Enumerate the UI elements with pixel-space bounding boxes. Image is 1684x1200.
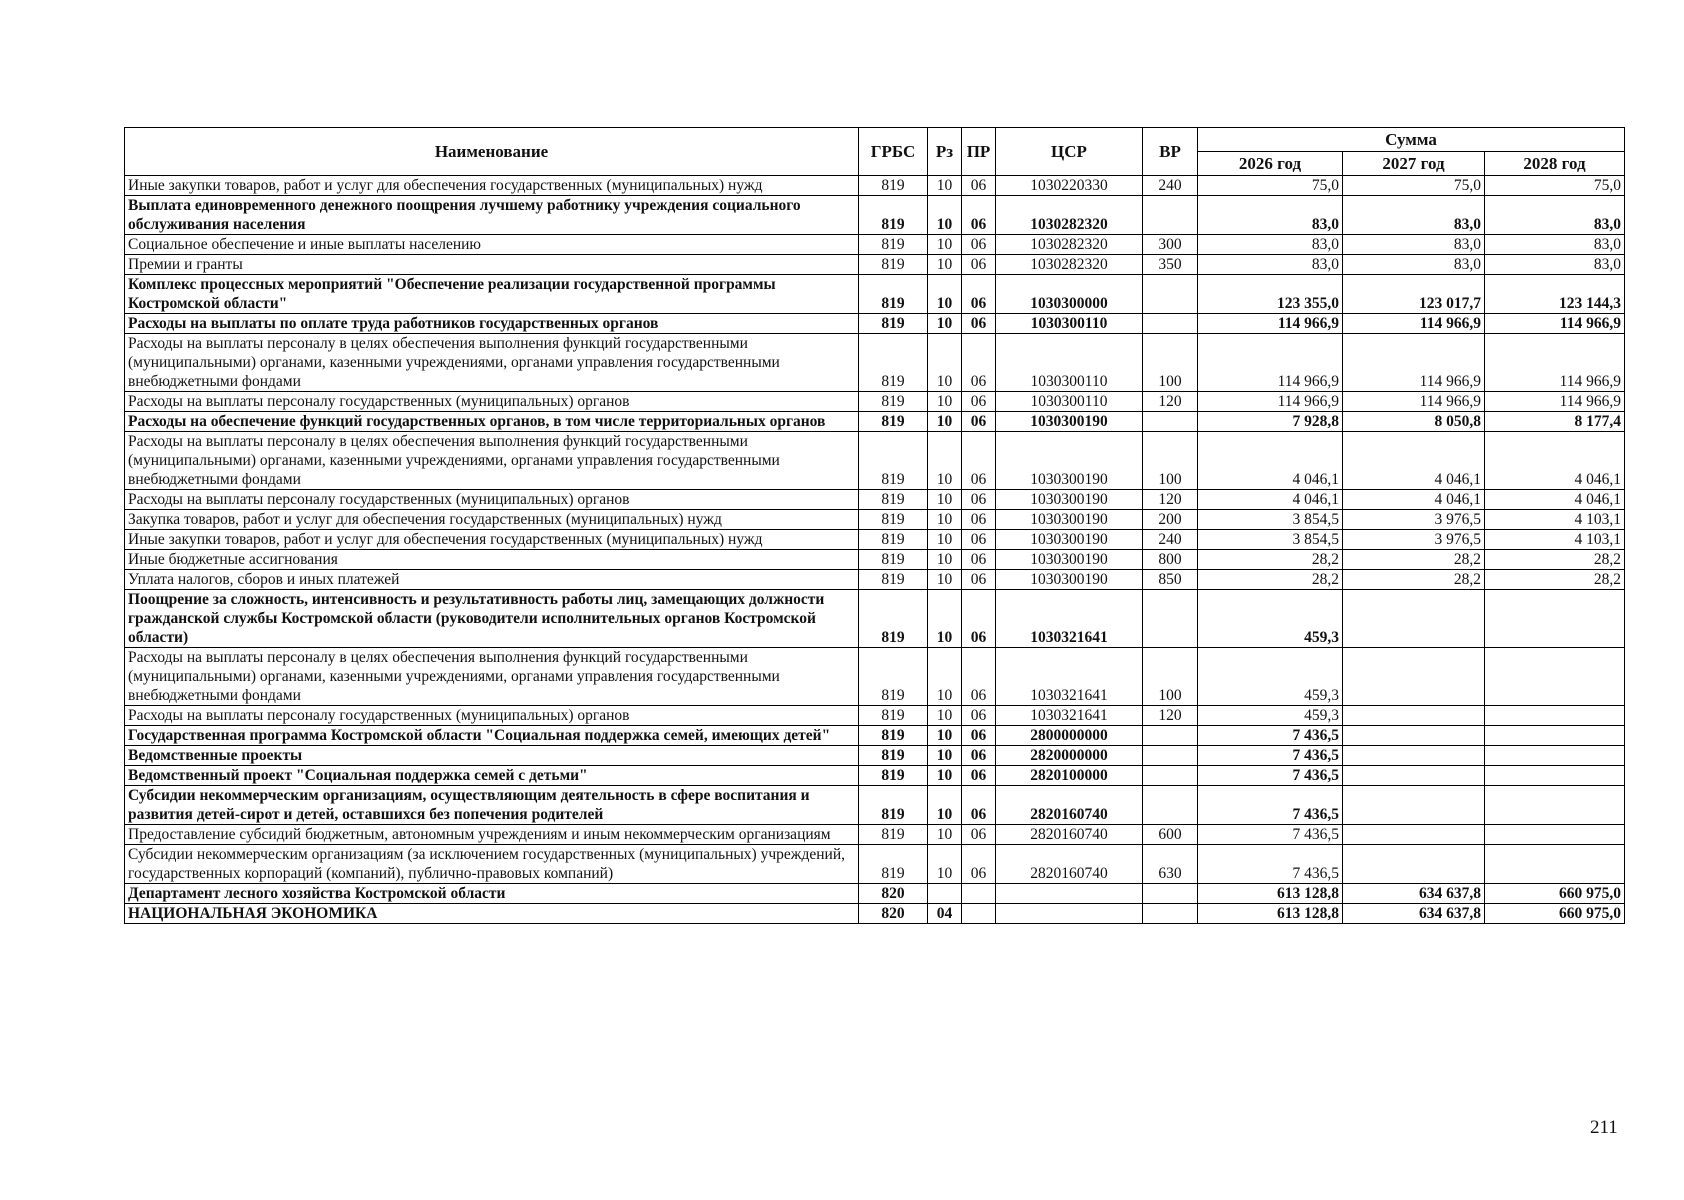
cell-2028 [1485,825,1625,845]
cell-csr: 1030321641 [996,648,1143,706]
cell-2027: 123 017,7 [1343,275,1485,314]
cell-2026: 613 128,8 [1198,904,1343,924]
cell-pr: 06 [962,176,996,196]
cell-2028: 114 966,9 [1485,392,1625,412]
cell-rz: 10 [928,766,962,786]
cell-pr: 06 [962,334,996,392]
cell-rz: 10 [928,726,962,746]
cell-grbs: 819 [859,255,928,275]
cell-grbs: 819 [859,766,928,786]
table-row [125,490,1625,510]
cell-2026: 123 355,0 [1198,275,1343,314]
cell-grbs: 819 [859,825,928,845]
cell-vr: 100 [1143,334,1198,392]
cell-grbs: 819 [859,706,928,726]
cell-name: Расходы на выплаты по оплате труда работников государственных органов [125,314,859,334]
table-row [125,530,1625,550]
cell-grbs: 819 [859,314,928,334]
cell-2027: 3 976,5 [1343,530,1485,550]
cell-vr: 600 [1143,825,1198,845]
table-row [125,334,1625,392]
cell-2028 [1485,706,1625,726]
cell-grbs: 819 [859,845,928,884]
cell-2027: 3 976,5 [1343,510,1485,530]
cell-csr: 1030300190 [996,570,1143,590]
cell-vr: 120 [1143,392,1198,412]
cell-rz: 10 [928,706,962,726]
cell-name: Иные бюджетные ассигнования [125,550,859,570]
cell-rz: 10 [928,490,962,510]
cell-name: Социальное обеспечение и иные выплаты населению [125,235,859,255]
cell-vr [1143,786,1198,825]
cell-name: Расходы на выплаты персоналу в целях обеспечения выполнения функций государственными (муниципальными) органами, казенными учреждениями, органами управления государственными внебюджетными фондами [125,432,859,490]
cell-csr: 1030300190 [996,530,1143,550]
cell-2026: 7 436,5 [1198,845,1343,884]
cell-name: Премии и гранты [125,255,859,275]
cell-2026: 7 436,5 [1198,825,1343,845]
cell-vr: 850 [1143,570,1198,590]
cell-vr [1143,726,1198,746]
cell-name: Расходы на выплаты персоналу государственных (муниципальных) органов [125,392,859,412]
table-row [125,726,1625,746]
cell-pr: 06 [962,766,996,786]
cell-rz: 04 [928,904,962,924]
cell-2027 [1343,786,1485,825]
cell-rz: 10 [928,786,962,825]
cell-rz: 10 [928,176,962,196]
cell-grbs: 819 [859,432,928,490]
cell-grbs: 819 [859,726,928,746]
table-row [125,766,1625,786]
cell-rz: 10 [928,314,962,334]
cell-grbs: 819 [859,275,928,314]
table-row [125,884,1625,904]
cell-rz: 10 [928,235,962,255]
cell-pr: 06 [962,196,996,235]
cell-2026: 7 436,5 [1198,746,1343,766]
header-pr: ПР [962,128,996,176]
cell-2026: 7 436,5 [1198,726,1343,746]
cell-name: Выплата единовременного денежного поощрения лучшему работнику учреждения социального обслуживания населения [125,196,859,235]
table-row [125,392,1625,412]
cell-csr: 1030300190 [996,432,1143,490]
cell-2028 [1485,590,1625,648]
header-grbs: ГРБС [859,128,928,176]
cell-2028 [1485,726,1625,746]
cell-2027: 114 966,9 [1343,334,1485,392]
cell-2028: 4 046,1 [1485,432,1625,490]
cell-grbs: 819 [859,334,928,392]
cell-2026: 3 854,5 [1198,530,1343,550]
table-body [125,176,1625,924]
table-row [125,648,1625,706]
cell-2028: 660 975,0 [1485,904,1625,924]
cell-2026: 75,0 [1198,176,1343,196]
table-row [125,314,1625,334]
cell-name: Иные закупки товаров, работ и услуг для обеспечения государственных (муниципальных) нужд [125,176,859,196]
cell-rz: 10 [928,550,962,570]
cell-rz: 10 [928,255,962,275]
cell-2027: 83,0 [1343,196,1485,235]
cell-2026: 613 128,8 [1198,884,1343,904]
cell-csr: 1030300190 [996,412,1143,432]
cell-2026: 83,0 [1198,235,1343,255]
cell-2026: 459,3 [1198,648,1343,706]
cell-2027: 28,2 [1343,550,1485,570]
cell-name: Комплекс процессных мероприятий "Обеспечение реализации государственной программы Костромской области" [125,275,859,314]
table-row [125,432,1625,490]
cell-grbs: 819 [859,196,928,235]
cell-name: Государственная программа Костромской области "Социальная поддержка семей, имеющих детей" [125,726,859,746]
cell-csr: 1030321641 [996,590,1143,648]
cell-2027: 8 050,8 [1343,412,1485,432]
cell-pr: 06 [962,510,996,530]
cell-csr: 1030300000 [996,275,1143,314]
cell-2026: 7 436,5 [1198,766,1343,786]
header-vr: ВР [1143,128,1198,176]
cell-name: Расходы на обеспечение функций государственных органов, в том числе территориальных органов [125,412,859,432]
header-year-2027: 2027 год [1343,152,1485,176]
cell-csr: 1030300110 [996,334,1143,392]
cell-2027: 75,0 [1343,176,1485,196]
cell-vr: 300 [1143,235,1198,255]
table-row [125,550,1625,570]
cell-2028: 28,2 [1485,570,1625,590]
cell-csr: 1030282320 [996,235,1143,255]
cell-csr: 2820160740 [996,786,1143,825]
cell-rz: 10 [928,590,962,648]
cell-rz: 10 [928,648,962,706]
cell-csr: 2820160740 [996,845,1143,884]
cell-vr: 100 [1143,432,1198,490]
cell-rz: 10 [928,392,962,412]
cell-2028: 4 046,1 [1485,490,1625,510]
cell-csr: 1030321641 [996,706,1143,726]
cell-rz: 10 [928,825,962,845]
cell-pr: 06 [962,530,996,550]
cell-name: Департамент лесного хозяйства Костромской области [125,884,859,904]
cell-csr: 1030282320 [996,196,1143,235]
cell-name: Расходы на выплаты персоналу в целях обеспечения выполнения функций государственными (муниципальными) органами, казенными учреждениями, органами управления государственными внебюджетными фондами [125,334,859,392]
cell-2026: 3 854,5 [1198,510,1343,530]
table-row [125,845,1625,884]
cell-csr: 2820100000 [996,766,1143,786]
cell-2028: 114 966,9 [1485,314,1625,334]
cell-rz: 10 [928,746,962,766]
cell-2028: 8 177,4 [1485,412,1625,432]
table-row [125,510,1625,530]
cell-vr [1143,884,1198,904]
cell-rz: 10 [928,275,962,314]
cell-pr: 06 [962,706,996,726]
cell-csr: 1030300110 [996,392,1143,412]
cell-rz: 10 [928,510,962,530]
header-name: Наименование [125,128,859,176]
cell-vr [1143,746,1198,766]
table-row [125,904,1625,924]
cell-2028: 75,0 [1485,176,1625,196]
cell-2026: 4 046,1 [1198,432,1343,490]
cell-name: Ведомственный проект "Социальная поддержка семей с детьми" [125,766,859,786]
cell-2026: 114 966,9 [1198,334,1343,392]
header-sum: Сумма [1198,128,1625,152]
cell-2028: 4 103,1 [1485,510,1625,530]
cell-name: Расходы на выплаты персоналу в целях обеспечения выполнения функций государственными (муниципальными) органами, казенными учреждениями, органами управления государственными внебюджетными фондами [125,648,859,706]
cell-vr: 240 [1143,530,1198,550]
cell-pr: 06 [962,490,996,510]
cell-2027: 83,0 [1343,235,1485,255]
cell-pr: 06 [962,392,996,412]
header-csr: ЦСР [996,128,1143,176]
cell-pr: 06 [962,412,996,432]
cell-vr: 630 [1143,845,1198,884]
cell-name: Расходы на выплаты персоналу государственных (муниципальных) органов [125,706,859,726]
cell-vr: 800 [1143,550,1198,570]
table-row [125,706,1625,726]
cell-rz: 10 [928,570,962,590]
cell-pr: 06 [962,432,996,490]
cell-vr: 200 [1143,510,1198,530]
cell-grbs: 819 [859,235,928,255]
cell-pr: 06 [962,235,996,255]
cell-2028: 28,2 [1485,550,1625,570]
table-row [125,196,1625,235]
cell-vr: 120 [1143,490,1198,510]
cell-grbs: 819 [859,570,928,590]
cell-pr: 06 [962,726,996,746]
cell-vr: 240 [1143,176,1198,196]
cell-rz [928,884,962,904]
cell-name: Иные закупки товаров, работ и услуг для обеспечения государственных (муниципальных) нужд [125,530,859,550]
cell-2028 [1485,648,1625,706]
cell-pr [962,904,996,924]
cell-grbs: 819 [859,392,928,412]
cell-2027: 114 966,9 [1343,392,1485,412]
cell-rz: 10 [928,432,962,490]
cell-name: Расходы на выплаты персоналу государственных (муниципальных) органов [125,490,859,510]
cell-2026: 28,2 [1198,550,1343,570]
cell-name: Субсидии некоммерческим организациям (за исключением государственных (муниципальных) учреждений, государственных корпораций (компаний), публично-правовых компаний) [125,845,859,884]
cell-grbs: 820 [859,884,928,904]
cell-2028: 4 103,1 [1485,530,1625,550]
cell-2027: 28,2 [1343,570,1485,590]
cell-2026: 83,0 [1198,255,1343,275]
header-rz: Рз [928,128,962,176]
cell-grbs: 819 [859,530,928,550]
cell-pr: 06 [962,314,996,334]
cell-2027 [1343,845,1485,884]
cell-2027 [1343,746,1485,766]
budget-table [124,127,1625,924]
cell-2028: 660 975,0 [1485,884,1625,904]
cell-2027: 4 046,1 [1343,490,1485,510]
header-year-2028: 2028 год [1485,152,1625,176]
cell-grbs: 819 [859,746,928,766]
cell-pr: 06 [962,648,996,706]
cell-pr: 06 [962,845,996,884]
cell-2027: 114 966,9 [1343,314,1485,334]
cell-vr [1143,196,1198,235]
cell-2026: 4 046,1 [1198,490,1343,510]
cell-pr: 06 [962,786,996,825]
table-row [125,235,1625,255]
cell-rz: 10 [928,530,962,550]
cell-pr: 06 [962,746,996,766]
cell-2027 [1343,766,1485,786]
cell-name: Ведомственные проекты [125,746,859,766]
cell-grbs: 819 [859,490,928,510]
cell-2027: 634 637,8 [1343,904,1485,924]
cell-csr: 2820000000 [996,746,1143,766]
cell-csr [996,904,1143,924]
cell-csr [996,884,1143,904]
cell-2026: 7 436,5 [1198,786,1343,825]
cell-2026: 114 966,9 [1198,314,1343,334]
cell-csr: 1030220330 [996,176,1143,196]
cell-2027: 634 637,8 [1343,884,1485,904]
table-row [125,275,1625,314]
cell-csr: 1030282320 [996,255,1143,275]
cell-pr: 06 [962,275,996,314]
cell-vr [1143,314,1198,334]
cell-2028 [1485,845,1625,884]
cell-vr [1143,275,1198,314]
cell-name: Субсидии некоммерческим организациям, осуществляющим деятельность в сфере воспитания и развития детей-сирот и детей, оставшихся без попечения родителей [125,786,859,825]
table-row [125,176,1625,196]
cell-csr: 2800000000 [996,726,1143,746]
cell-vr [1143,590,1198,648]
cell-2027: 83,0 [1343,255,1485,275]
cell-grbs: 819 [859,412,928,432]
cell-2028 [1485,786,1625,825]
cell-pr: 06 [962,825,996,845]
table-row [125,786,1625,825]
cell-2026: 459,3 [1198,706,1343,726]
cell-vr [1143,904,1198,924]
cell-2027 [1343,590,1485,648]
cell-2028: 114 966,9 [1485,334,1625,392]
cell-2027 [1343,726,1485,746]
cell-pr: 06 [962,550,996,570]
header-year-2026: 2026 год [1198,152,1343,176]
cell-rz: 10 [928,334,962,392]
cell-grbs: 820 [859,904,928,924]
cell-pr: 06 [962,590,996,648]
cell-2028 [1485,766,1625,786]
cell-rz: 10 [928,845,962,884]
cell-2026: 7 928,8 [1198,412,1343,432]
table-header [125,128,1625,176]
cell-2028: 83,0 [1485,255,1625,275]
cell-2026: 83,0 [1198,196,1343,235]
cell-grbs: 819 [859,550,928,570]
cell-2028: 123 144,3 [1485,275,1625,314]
cell-name: НАЦИОНАЛЬНАЯ ЭКОНОМИКА [125,904,859,924]
cell-name: Поощрение за сложность, интенсивность и результативность работы лиц, замещающих должности гражданской службы Костромской области (руководители исполнительных органов Костромской области) [125,590,859,648]
cell-name: Закупка товаров, работ и услуг для обеспечения государственных (муниципальных) нужд [125,510,859,530]
cell-2027 [1343,825,1485,845]
cell-csr: 1030300190 [996,510,1143,530]
cell-vr: 100 [1143,648,1198,706]
cell-vr [1143,412,1198,432]
cell-vr: 350 [1143,255,1198,275]
table-row [125,412,1625,432]
table-row [125,255,1625,275]
cell-grbs: 819 [859,590,928,648]
cell-pr: 06 [962,255,996,275]
cell-name: Предоставление субсидий бюджетным, автономным учреждениям и иным некоммерческим организациям [125,825,859,845]
cell-grbs: 819 [859,786,928,825]
cell-2027: 4 046,1 [1343,432,1485,490]
cell-rz: 10 [928,196,962,235]
cell-grbs: 819 [859,510,928,530]
table-row [125,825,1625,845]
cell-pr: 06 [962,570,996,590]
table-row [125,570,1625,590]
cell-rz: 10 [928,412,962,432]
cell-csr: 1030300190 [996,550,1143,570]
cell-pr [962,884,996,904]
cell-csr: 2820160740 [996,825,1143,845]
cell-2028 [1485,746,1625,766]
cell-2026: 459,3 [1198,590,1343,648]
cell-2027 [1343,648,1485,706]
cell-vr [1143,766,1198,786]
cell-2028: 83,0 [1485,235,1625,255]
cell-vr: 120 [1143,706,1198,726]
cell-grbs: 819 [859,648,928,706]
cell-2028: 83,0 [1485,196,1625,235]
cell-2026: 114 966,9 [1198,392,1343,412]
cell-2026: 28,2 [1198,570,1343,590]
cell-csr: 1030300190 [996,490,1143,510]
table-row [125,746,1625,766]
table-row [125,590,1625,648]
cell-name: Уплата налогов, сборов и иных платежей [125,570,859,590]
page-number: 211 [1590,1117,1618,1138]
cell-csr: 1030300110 [996,314,1143,334]
cell-2027 [1343,706,1485,726]
cell-grbs: 819 [859,176,928,196]
